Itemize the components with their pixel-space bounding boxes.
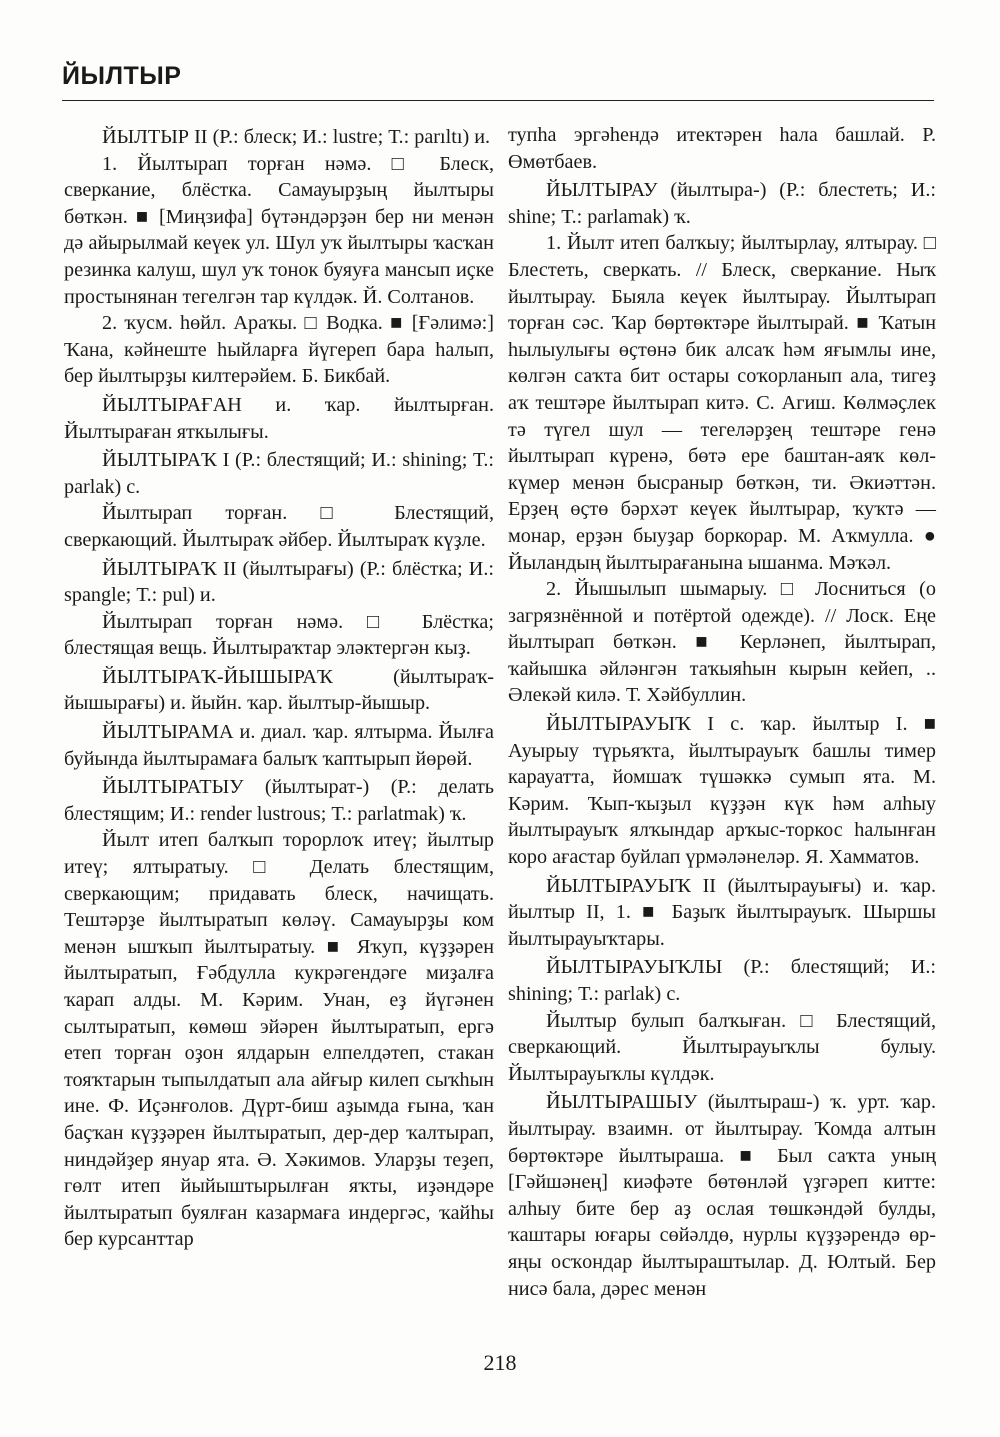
entry-yiltyrau: ЙЫЛТЫРАУ (йылтыра-) (Р.: блестеть; И.: shine; Т.: parlamak) ҡ. xyxy=(508,179,936,228)
entry-yiltyratyu: ЙЫЛТЫРАТЫУ (йылтырат-) (Р.: делать блестящим; И.: render lustrous; Т.: parlatmak) ҡ. xyxy=(64,776,494,825)
continued-text: тупһа эргәһендә итектәрен һала башлай. Р. Өмөтбаев. xyxy=(508,124,936,173)
entry-yiltyrauyk-2: ЙЫЛТЫРАУЫҠ II (йылтырауығы) и. ҡар. йылтыр II, 1. ■ Баҙыҡ йылтырауыҡ. Шыршы йылтырауыҡтары. xyxy=(508,874,936,950)
left-column xyxy=(64,122,494,1253)
definition: Йылтырап торған нәмә. □ Блёстка; блестящая вещь. Йылтыраҡтар эләктергән кыҙ. xyxy=(64,610,494,660)
running-title: ЙЫЛТЫР xyxy=(62,62,182,90)
definition: Йылтырап торған. □ Блестящий, сверкающий. Йылтыраҡ әйбер. Йылтыраҡ күҙле. xyxy=(64,502,494,551)
sense-1: 1. Йылтырап торған нәмә. □ Блеск, сверкание, блёстка. Самауырҙың йылтыры бөткән. ■ [Миңзифа] бүтәндәрҙән бер ни менән дә айырылмай кеүек ул. Шул уҡ йылтыры ҡасҡан резинка калуш, шул уҡ тонок буяуға мансып иҫке простынянан тегелгән тар күлдәк. Й. Солтанов. xyxy=(64,152,494,308)
sense-2: 2. Йышылып шымарыу. □ Лосниться (о загрязнённой и потёртой одежде). // Лоск. Еңе йылтырап бөткән. ■ Керләнеп, йылтырап, ҡайышка әйләнгән таҡыяһын кырын кейеп, .. Әлекәй килә. Т. Хәйбуллин. xyxy=(508,578,936,707)
entry-yiltyrauyk-1: ЙЫЛТЫРАУЫҠ I с. ҡар. йылтыр I. ■ Ауырыу түрьяҡта, йылтырауыҡ башлы тимер карауатта, йомшаҡ түшәккә сумып ята. М. Кәрим. Ҡып-ҡыҙыл күҙҙән күк һәм алһыу йылтырауыҡ ялҡындар арҡыс-торкос һалынған коро ағастар буйлап үрмәләнеләр. Я. Хамматов. xyxy=(508,713,936,869)
sense-1: 1. Йылт итеп балҡыу; йылтырлау, ялтырау. □ Блестеть, сверкать. // Блеск, сверкание. Ныҡ йылтырау. Быяла кеүек йылтырау. Йылтырап торған сәс. Ҡар бөртөктәре йылтырай. ■ Ҡатын һылыулығы өҫтөнә бик алсаҡ һәм яғымлы ине, көлгән саҡта бит остары соҡорланып ала, тигеҙ аҡ тештәре йылтырап китә. С. Агиш. Көлмәҫлек тә түгел шул — тегеләрҙең тештәре генә йылтырап күренә, бөтә ере баштан-аяҡ көл-күмер менән бысраныр бөткән, ти. Әкиәттән. Ерҙең өҫтө бәрхәт кеүек йылтырар, ҡуҡтә — монар, ерҙән быуҙар боркорар. М. Аҡмулла. ● Йыландың йылтырағанына ышанма. Мәҡәл. xyxy=(508,232,936,574)
entry-yiltyrama: ЙЫЛТЫРАМА и. диал. ҡар. ялтырма. Йылға буйында йылтырамаға балыҡ ҡаптырып йөрөй. xyxy=(64,721,494,770)
page-number: 218 xyxy=(483,1350,517,1375)
sense-2: 2. ҡусм. һөйл. Араҡы. □ Водка. ■ [Ғәлимә:] Ҡана, кәйнеште һыйларға йүгереп бара һалып, бер йылтырҙы килтерәйем. Б. Бикбай. xyxy=(64,312,494,388)
entry-yiltyr-2: ЙЫЛТЫР II (Р.: блеск; И.: lustre; Т.: parıltı) и. xyxy=(102,126,491,148)
entry-yiltyrak-1: ЙЫЛТЫРАҠ I (Р.: блестящий; И.: shining; Т.: parlak) с. xyxy=(64,449,494,498)
entry-yiltyragan: ЙЫЛТЫРАҒАН и. ҡар. йылтырған. Йылтыраған яткылығы. xyxy=(64,393,494,443)
header-rule xyxy=(62,100,934,101)
entry-yiltyrak-yishyrak: ЙЫЛТЫРАҠ-ЙЫШЫРАҠ (йылтыраҡ-йышырағы) и. йыйн. ҡар. йылтыр-йышыр. xyxy=(64,665,494,715)
definition: Йылтыр булып балҡыған. □ Блестящий, сверкающий. Йылтырауыҡлы булыу. Йылтырауыҡлы күлдәк. xyxy=(508,1009,936,1085)
entry-yiltyrak-2: ЙЫЛТЫРАҠ II (йылтырағы) (Р.: блёстка; И.: spangle; Т.: pul) и. xyxy=(64,557,494,607)
right-column xyxy=(508,122,936,1302)
entry-yiltyrauykly: ЙЫЛТЫРАУЫҠЛЫ (Р.: блестящий; И.: shining; Т.: parlak) с. xyxy=(508,956,936,1005)
entry-yiltyrashyu: ЙЫЛТЫРАШЫУ (йылтыраш-) ҡ. урт. ҡар. йылтырау. взаимн. от йылтырау. Ҡомда алтын бөртөктәре йылтыраша. ■ Был саҡта уның [Гәйшәнең] киәфәте бөтөнләй үҙгәреп китте: алһыу бите бер аҙ ослая төшкәндәй булды, ҡаштары юғары сөйәлдө, нурлы күҙҙәрендә өр-яңы осҡондар йылтыраштылар. Д. Юлтый. Бер нисә бала, дәрес менән xyxy=(508,1091,936,1300)
definition: Йылт итеп балҡып торорлоҡ итеү; йылтыр итеү; ялтыратыу. □ Делать блестящим, сверкающим; придавать блеск, начищать. Тештәрҙе йылтыратып көләү. Самауырҙы ком менән ышҡып йылтыратыу. ■ Яҡуп, күҙҙәрен йылтыратып, Ғәбдулла кукрәгендәге миҙалға ҡарап алды. М. Кәрим. Унан, еҙ йүгәнен сылтыратып, көмөш эйәрен йылтыратып, ергә етеп торған оҙон ялдарын елпелдәтеп, стакан тояҡтарын тыпылдатып ала айғыр килеп сыҡһын ине. Ф. Иҫәнғолов. Дүрт-биш аҙымда ғына, ҡан баҫҡан күҙҙәрен йылтыратып, дер-дер ҡалтырап, ниндәйҙер януар ята. Ә. Хәкимов. Уларҙы теҙеп, гөлт итеп йыйыштырылған яҡты, иҙәндәре йылтыратып буялған казармаға индергәс, ҡайһы бер курсанттар xyxy=(64,829,494,1251)
